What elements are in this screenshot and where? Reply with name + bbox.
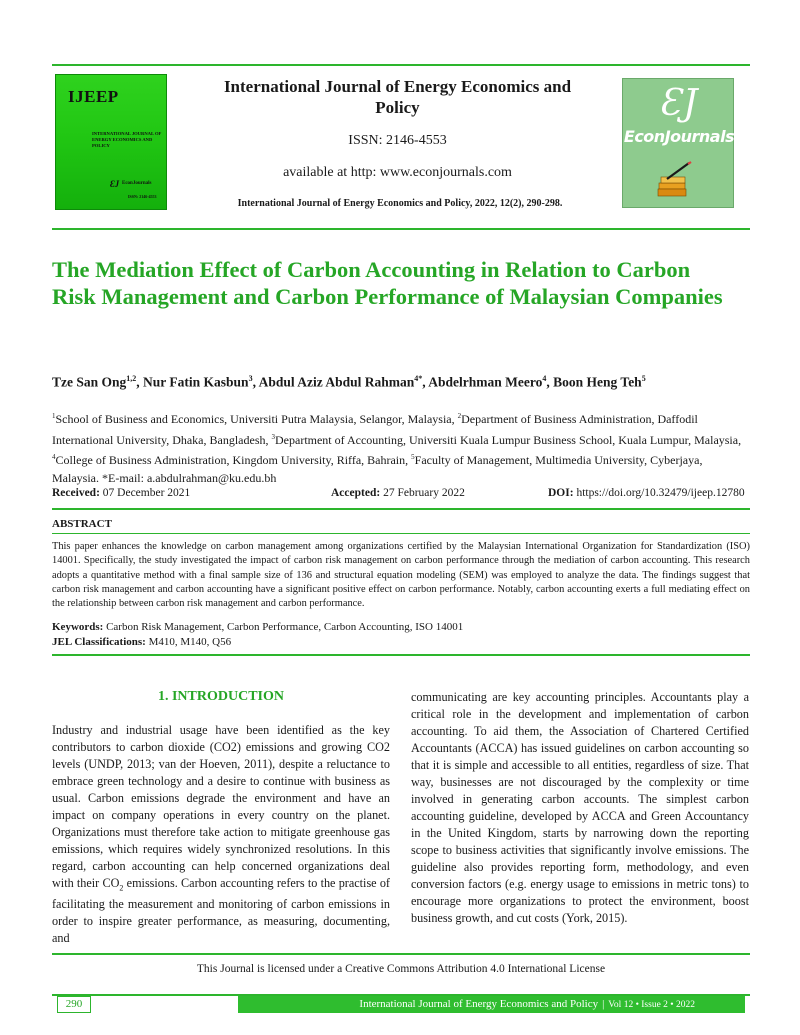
affil-ref: 5	[411, 453, 415, 461]
abstract-heading-rule	[52, 533, 750, 534]
body-column-right: communicating are key accounting principles. Accountants play a critical role in the development and implementation of carbon accounting. To aid them, the Association of Chartered Certified Accountants (ACCA) has issued guidelines on carbon accounting so that it is simple and accessible to all entities, regardless of size. That way, businesses are not discouraged by the complexity or time involved in generating carbon accounts. The simplest carbon accounting guideline, developed by ACCA and Green Accountancy in the United Kingdom, starts by narrowing down the reporting scope to business activities that significantly involve emissions. The guideline also provides reporting form, methodology, and even conversion factors (e.g. energy usage to emissions in metric tons) to encourage more organizations to protect the environment, boost business growth, and cut costs (York, 2015).	[411, 690, 749, 925]
affil-ref: 2	[457, 412, 462, 420]
keywords-label: Keywords:	[52, 621, 104, 633]
logo-journal-name: INTERNATIONAL JOURNAL OF ENERGY ECONOMICS AND POLICY	[92, 131, 162, 148]
journal-issn: ISSN: 2146-4553	[348, 133, 447, 148]
footer-volume-issue: Vol 12 • Issue 2 • 2022	[608, 1000, 695, 1010]
author-affil-ref: 1,2	[126, 374, 137, 383]
ijeep-logo	[55, 74, 167, 210]
affil-ref: 1	[52, 412, 56, 420]
received-date	[52, 487, 190, 499]
affiliations	[52, 408, 752, 487]
abstract-top-rule	[52, 508, 750, 510]
logo-abbrev: IJEEP	[68, 87, 119, 106]
doi	[548, 487, 745, 499]
section-heading-introduction: 1. INTRODUCTION	[157, 689, 284, 704]
keywords-value: Carbon Risk Management, Carbon Performance, Carbon Accounting, ISO 14001	[106, 621, 464, 633]
footer-journal-banner	[238, 996, 745, 1013]
author-affil-ref: 4*	[414, 374, 423, 383]
affil-text: School of Business and Economics, Universiti Putra Malaysia, Selangor, Malaysia,	[55, 412, 458, 426]
footer-divider: |	[602, 998, 605, 1010]
logo-issn: ISSN: 2146-4553	[128, 194, 157, 199]
body-text: Industry and industrial usage have been identified as the key contributors to carbon dioxide (CO2) emissions and growing CO2 levels (UNDP, 2013; van der Hoeven, 2011), despite a reluctance to embrace green technology and a desire to continue with business as usual. Carbon emissions degrade the environment and have an impact on company operations in every country on the planet. Organizations must therefore take action to mitigate greenhouse gas emissions, which requires widely synchronized resolutions. In this regard, carbon accounting can help concerned organizations deal with their CO	[52, 723, 390, 890]
jel-value: M410, M140, Q56	[148, 636, 232, 648]
author-name: Nur Fatin Kasbun	[143, 374, 249, 390]
logo-ej-mark: ƐJ	[110, 179, 120, 189]
license-rule	[52, 953, 750, 955]
author-name: Tze San Ong	[52, 374, 127, 390]
abstract-bottom-rule	[52, 654, 750, 656]
abstract-heading: ABSTRACT	[52, 518, 112, 530]
doi-label: DOI:	[548, 487, 574, 499]
footer-journal-name: International Journal of Energy Economics and Policy	[359, 998, 599, 1010]
accepted-date	[331, 487, 465, 499]
paper-title: The Mediation Effect of Carbon Accounting in Relation to Carbon Risk Management and Carbon Performance of Malaysian Companies	[52, 257, 723, 309]
affil-ref: 3	[271, 432, 275, 441]
received-label: Received:	[52, 487, 100, 499]
author-affil-ref: 3	[248, 374, 253, 383]
affil-text: Faculty of Management, Multimedia University, Cyberjaya, Malaysia. *E-mail: a.abdulrahman@ku.edu.bh	[52, 453, 703, 485]
received-value: 07 December 2021	[102, 487, 191, 499]
author-affil-ref: 5	[641, 374, 646, 383]
header-bottom-rule	[52, 228, 750, 230]
affil-text: Department of Accounting, Universiti Kuala Lumpur Business School, Kuala Lumpur, Malaysia,	[275, 432, 742, 447]
page-number: 290	[57, 996, 91, 1013]
ej-mark: ƐJ	[658, 83, 700, 124]
keywords-block	[52, 620, 750, 650]
author-list: Tze San Ong$^{1,2}$, Nur Fatin Kasbun$^3$, Abdul Aziz Abdul Rahman$^{4*}$, Abdelrhman Meero$^4$, Boon Heng Teh$^5$	[52, 374, 646, 390]
author-name: Boon Heng Teh	[553, 374, 642, 390]
journal-availability: available at http: www.econjournals.com	[283, 165, 512, 180]
econjournals-logo	[622, 78, 734, 208]
affil-text: College of Business Administration, Kingdom University, Riffa, Bahrain,	[55, 453, 412, 467]
header-top-rule	[52, 64, 750, 66]
body-column-left	[52, 722, 390, 947]
jel-label: JEL Classifications:	[52, 636, 146, 648]
econjournals-wordmark: EconJournals	[623, 127, 735, 146]
journal-title: International Journal of Energy Economics and Policy	[223, 77, 572, 117]
subscript: 2	[119, 883, 124, 893]
affil-text: Department of Business Administration, Daffodil International University, Dhaka, Bangladesh,	[52, 412, 698, 447]
logo-brand: EconJournals	[122, 181, 152, 186]
abstract-text: This paper enhances the knowledge on carbon management among organizations certified by the Malaysian International Organization for Standardization (ISO) 14001. Specifically, the study investigated the impact of carbon risk management on carbon performance through the mediation of carbon accounting. This research adopts a quantitative method with a final sample size of 136 and structural equation modeling (SEM) was employed to analyze the data. The findings suggest that carbon risk management and carbon accounting have a significant positive effect on carbon performance. Notably, carbon accounting exerts a full mediating effect on the relationship between carbon risk management and carbon performance.	[52, 541, 750, 610]
author-affil-ref: 4	[542, 374, 547, 383]
accepted-label: Accepted:	[331, 487, 381, 499]
body-text: emissions. Carbon accounting refers to the practise of facilitating the measurement and monitoring of carbon emissions in order to inspire greater performance, as measuring, documenting, and	[52, 876, 390, 946]
journal-citation: International Journal of Energy Economics and Policy, 2022, 12(2), 290-298.	[237, 198, 563, 209]
license-notice: This Journal is licensed under a Creative Commons Attribution 4.0 International License	[196, 963, 606, 975]
author-name: Abdul Aziz Abdul Rahman	[258, 374, 415, 390]
books-pencil-icon	[655, 161, 695, 199]
accepted-value: 27 February 2022	[383, 487, 465, 499]
author-name: Abdelrhman Meero	[428, 374, 543, 390]
doi-link[interactable]: https://doi.org/10.32479/ijeep.12780	[576, 487, 745, 499]
affil-ref: 4	[52, 453, 56, 461]
